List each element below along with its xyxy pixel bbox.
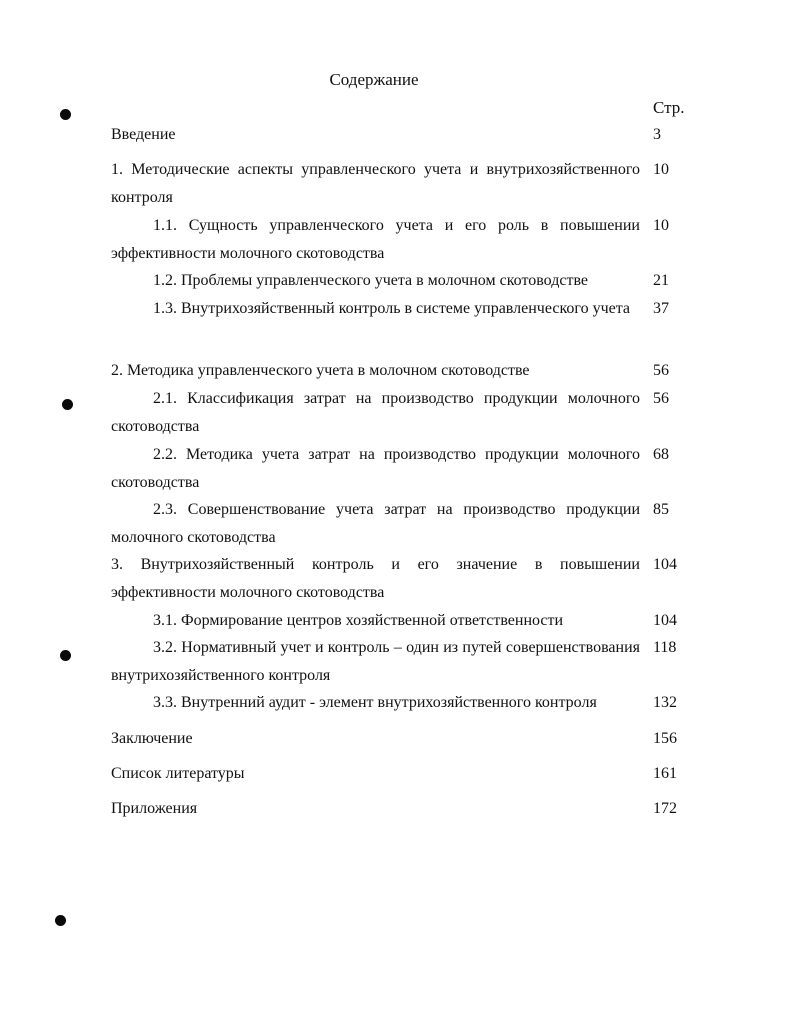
toc-entry-page: 104 xyxy=(653,612,677,629)
toc-entry-text: 3. Внутрихозяйственный контроль и его значение в повышении эффективности молочного скотоводства xyxy=(111,556,640,601)
toc-entry-page: 118 xyxy=(653,639,677,656)
toc-entry-text: 3.1. Формирование центров хозяйственной ответственности xyxy=(153,612,564,629)
toc-entry-page: 132 xyxy=(653,694,677,711)
toc-entry-page: 56 xyxy=(653,362,669,379)
toc-entry-text: Заключение xyxy=(111,730,193,747)
toc-entry-page: 104 xyxy=(653,556,677,573)
toc-entry-text: 2.2. Методика учета затрат на производство продукции молочного скотоводства xyxy=(111,446,640,491)
toc-entry-text: Введение xyxy=(111,126,176,143)
toc-entry-text: 1.2. Проблемы управленческого учета в молочном скотоводстве xyxy=(153,272,589,289)
toc-entry-page: 56 xyxy=(653,390,669,407)
toc-entry-text: 1.1. Сущность управленческого учета и его роль в повышении эффективности молочного скотоводства xyxy=(111,217,640,262)
toc-entry-page: 68 xyxy=(653,446,669,463)
punch-hole-mark xyxy=(60,109,71,120)
toc-entry-text: 2. Методика управленческого учета в молочном скотоводстве xyxy=(111,362,530,379)
toc-entry-page: 10 xyxy=(653,217,669,234)
page-column-header: Стр. xyxy=(653,98,685,117)
toc-entry-text: Список литературы xyxy=(111,765,245,782)
toc-entry-page: 21 xyxy=(653,272,669,289)
toc-entry-page: 10 xyxy=(653,161,669,178)
page-title: Содержание xyxy=(329,70,419,89)
toc-entry-text: 2.3. Совершенствование учета затрат на производство продукции молочного скотоводства xyxy=(111,501,640,546)
toc-entry-page: 3 xyxy=(653,126,661,143)
toc-entry-text: 3.3. Внутренний аудит - элемент внутрихозяйственного контроля xyxy=(153,694,597,711)
toc-entry-text: 1. Методические аспекты управленческого учета и внутрихозяйственного контроля xyxy=(111,161,640,206)
punch-hole-mark xyxy=(55,915,66,926)
toc-entry-text: 1.3. Внутрихозяйственный контроль в системе управленческого учета xyxy=(153,300,630,317)
toc-entry-page: 161 xyxy=(653,765,677,782)
toc-entry-text: Приложения xyxy=(111,800,198,817)
punch-hole-mark xyxy=(60,650,71,661)
toc-entry-page: 172 xyxy=(653,800,677,817)
toc-entry-page: 37 xyxy=(653,300,669,317)
toc-entry-text: 3.2. Нормативный учет и контроль – один из путей совершенствования внутрихозяйственного контроля xyxy=(111,639,640,684)
toc-entry-page: 156 xyxy=(653,730,677,747)
punch-hole-mark xyxy=(62,399,73,410)
toc-entry-page: 85 xyxy=(653,501,669,518)
toc-entry-text: 2.1. Классификация затрат на производство продукции молочного скотоводства xyxy=(111,390,640,435)
